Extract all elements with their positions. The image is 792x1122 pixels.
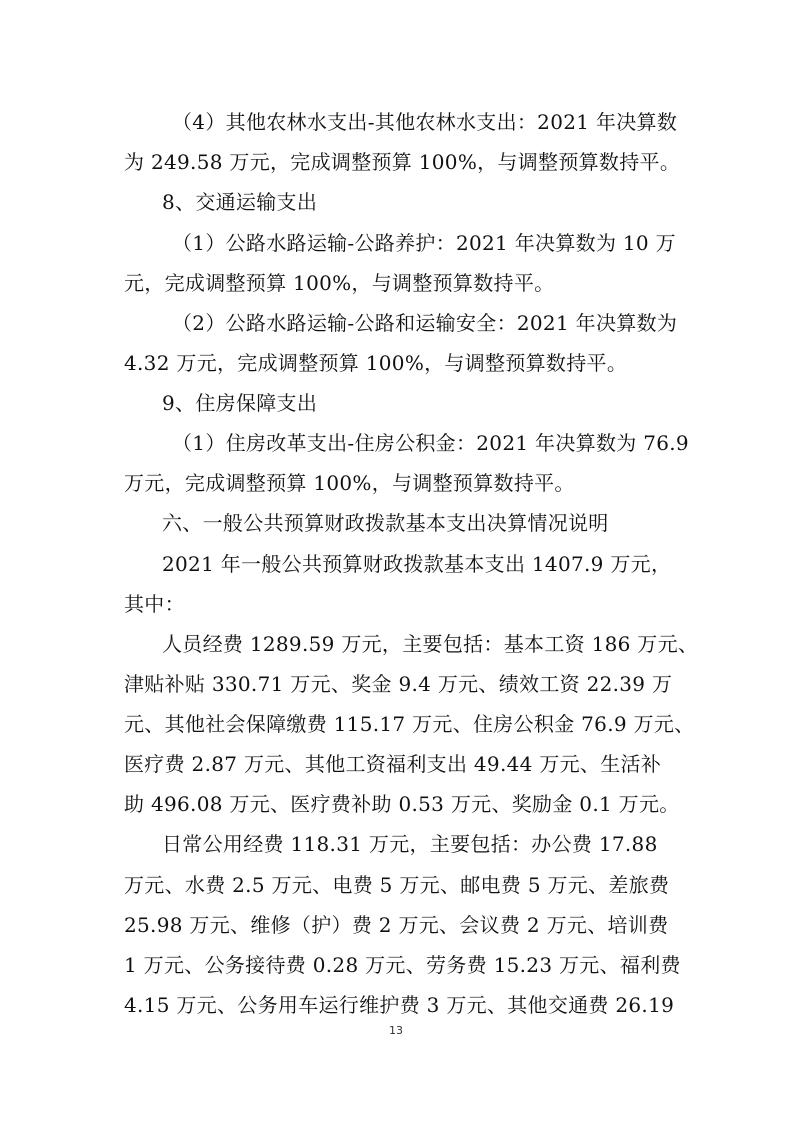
text-line-17: 医疗费 2.87 万元、其他工资福利支出 49.44 万元、生活补 (124, 752, 662, 776)
text-line-10: 万元，完成调整预算 100%，与调整预算数持平。 (124, 471, 575, 495)
text-line-12: 2021 年一般公共预算财政拨款基本支出 1407.9 万元， (162, 552, 672, 576)
text-line-23: 4.15 万元、公务用车运行维护费 3 万元、其他交通费 26.19 (124, 993, 675, 1017)
text-line-2: 为 249.58 万元，完成调整预算 100%，与调整预算数持平。 (124, 150, 681, 174)
page-number: 13 (389, 1024, 403, 1037)
text-line-4: （1）公路水路运输-公路养护：2021 年决算数为 10 万 (172, 231, 676, 255)
text-line-22: 1 万元、公务接待费 0.28 万元、劳务费 15.23 万元、福利费 (124, 953, 681, 977)
text-line-6: （2）公路水路运输-公路和运输安全：2021 年决算数为 (172, 311, 678, 335)
text-line-18: 助 496.08 万元、医疗费补助 0.53 万元、奖励金 0.1 万元。 (124, 792, 680, 816)
text-line-20: 万元、水费 2.5 万元、电费 5 万元、邮电费 5 万元、差旅费 (124, 873, 670, 897)
text-line-7: 4.32 万元，完成调整预算 100%，与调整预算数持平。 (124, 351, 628, 375)
text-line-15: 津贴补贴 330.71 万元、奖金 9.4 万元、绩效工资 22.39 万 (124, 672, 673, 696)
text-line-16: 元、其他社会保障缴费 115.17 万元、住房公积金 76.9 万元、 (124, 712, 695, 736)
text-line-9: （1）住房改革支出-住房公积金：2021 年决算数为 76.9 (172, 431, 689, 455)
text-line-14: 人员经费 1289.59 万元，主要包括：基本工资 186 万元、 (162, 632, 699, 656)
text-line-21: 25.98 万元、维修（护）费 2 万元、会议费 2 万元、培训费 (124, 913, 669, 937)
text-line-13: 其中： (124, 592, 185, 616)
section-heading-8: 8、交通运输支出 (162, 190, 318, 214)
section-heading-9: 9、住房保障支出 (162, 391, 318, 415)
section-heading-6: 六、一般公共预算财政拨款基本支出决算情况说明 (162, 511, 609, 535)
text-line-19: 日常公用经费 118.31 万元，主要包括：办公费 17.88 (162, 832, 658, 856)
text-line-5: 元，完成调整预算 100%，与调整预算数持平。 (124, 271, 555, 295)
text-line-1: （4）其他农林水支出-其他农林水支出：2021 年决算数 (172, 110, 678, 134)
